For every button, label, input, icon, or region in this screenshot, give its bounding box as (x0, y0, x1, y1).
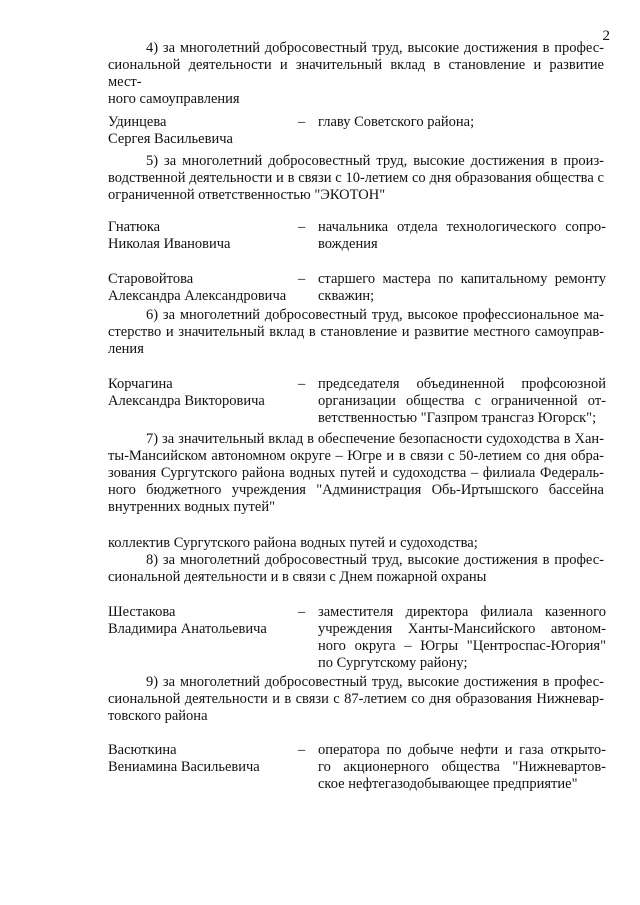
collective-line: коллектив Сургутского района водных путей и судоходства; (108, 535, 478, 551)
awardee-position: старшего мастера по капитальному ремонту скважин; (318, 271, 606, 304)
paragraph-item-9: 9) за многолетний добросовестный труд, высокие достижения в профес- сиональной деятельности и в связи с 87-летием со дня образования Нижневар- товского района (108, 674, 604, 724)
paragraph-item-4: 4) за многолетний добросовестный труд, высокие достижения в профес- сиональной деятельности и значительный вклад в становление и развитие мест- ного самоуправления (108, 40, 604, 107)
awardee-name: Старовойтова Александра Александровича (108, 271, 287, 304)
paragraph-item-7: 7) за значительный вклад в обеспечение безопасности судоходства в Хан- ты-Мансийском автономном округе – Югре и в связи с 50-летием со дня обра- зования Сургутского района водных путей и судоходства – филиала Федераль- ного бюджетного учреждения "Администрация Обь-Иртышского бассейна внутренних водных путей" (108, 431, 604, 515)
dash: – (298, 219, 306, 235)
awardee-name: Васюткина Вениамина Васильевича (108, 742, 260, 775)
awardee-position: оператора по добыче нефти и газа открыто- го акционерного общества "Нижневартов- ское нефтегазодобывающее предприятие" (318, 742, 606, 792)
awardee-name: Шестакова Владимира Анатольевича (108, 604, 267, 637)
dash: – (298, 114, 306, 130)
awardee-position: главу Советского района; (318, 114, 475, 130)
awardee-name: Корчагина Александра Викторовича (108, 376, 265, 409)
dash: – (298, 604, 306, 620)
awardee-position: председателя объединенной профсоюзной организации общества с ограниченной от- ветственностью "Газпром трансгаз Югорск"; (318, 376, 606, 426)
awardee-position: начальника отдела технологического сопро- вождения (318, 219, 606, 252)
awardee-name: Удинцева Сергея Васильевича (108, 114, 233, 147)
paragraph-item-8: 8) за многолетний добросовестный труд, высокие достижения в профес- сиональной деятельности и в связи с Днем пожарной охраны (108, 552, 604, 585)
awardee-position: заместителя директора филиала казенного учреждения Ханты-Мансийского автоном- ного округа – Югры "Центроспас-Югория" по Сургутскому району; (318, 604, 606, 671)
dash: – (298, 742, 306, 758)
awardee-name: Гнатюка Николая Ивановича (108, 219, 231, 252)
paragraph-item-6: 6) за многолетний добросовестный труд, высокое профессиональное ма- стерство и значительный вклад в становление и развитие местного самоуправ- ления (108, 307, 604, 357)
dash: – (298, 376, 306, 392)
page-number: 2 (602, 28, 610, 44)
dash: – (298, 271, 306, 287)
paragraph-item-5: 5) за многолетний добросовестный труд, высокие достижения в произ- водственной деятельности и в связи с 10-летием со дня образования общества с ограниченной ответственностью "ЭКОТОН" (108, 153, 604, 203)
